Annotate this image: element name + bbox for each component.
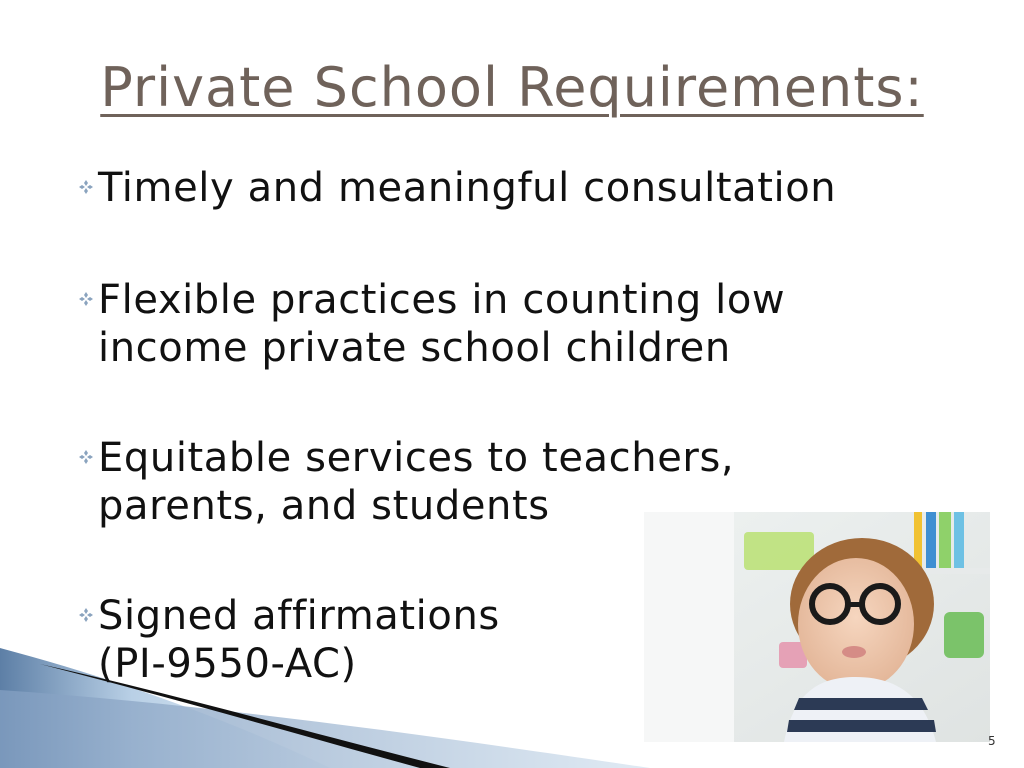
bullet-line: (PI-9550-AC): [98, 641, 357, 687]
bullet-line: income private school children: [98, 325, 731, 371]
bullet-text: [98, 434, 734, 530]
diamond-quad-icon: [74, 276, 98, 322]
bullet-line: parents, and students: [98, 483, 550, 529]
bullet-text: [98, 276, 785, 372]
diamond-quad-icon: [74, 592, 98, 638]
slide-title: Private School Requirements:: [100, 56, 924, 119]
child-with-glasses-photo: [644, 512, 990, 742]
bullet-item: [74, 164, 836, 212]
diamond-quad-icon: [74, 434, 98, 480]
bullet-item: [74, 592, 500, 688]
bullet-item: [74, 434, 734, 530]
bullet-line: Flexible practices in counting low: [98, 277, 786, 323]
bullet-line: Signed affirmations: [98, 593, 500, 639]
bullet-text: [98, 592, 500, 688]
slide-number: 5: [988, 734, 996, 748]
bullet-line: Equitable services to teachers,: [98, 435, 735, 481]
bullet-text: [98, 164, 836, 212]
bullet-item: [74, 276, 785, 372]
diamond-quad-icon: [74, 164, 98, 210]
bullet-line: Timely and meaningful consultation: [98, 165, 837, 211]
